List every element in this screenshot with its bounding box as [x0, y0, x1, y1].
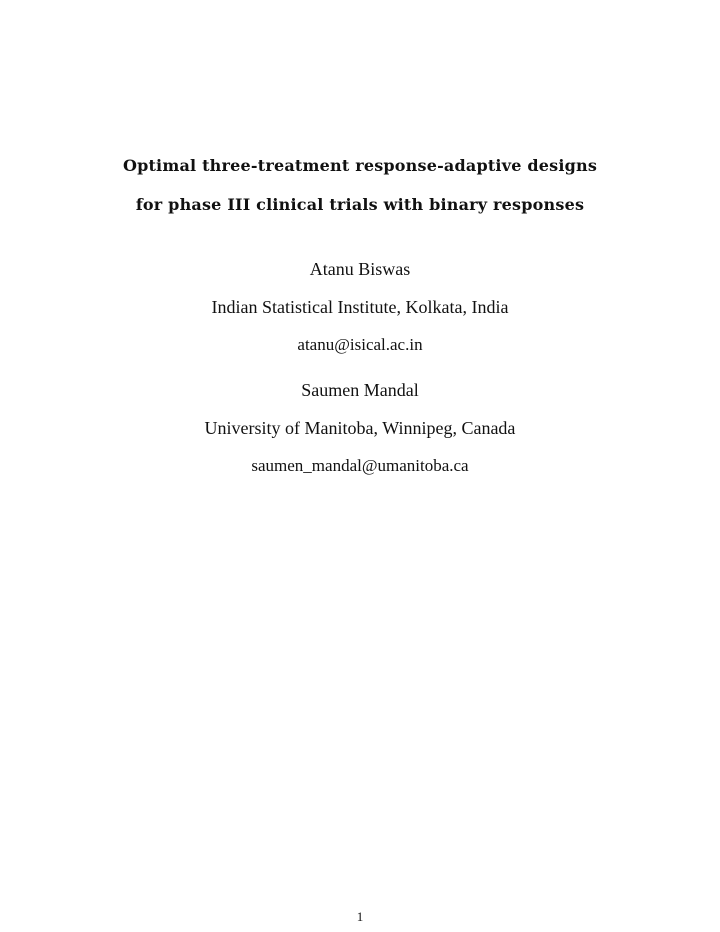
paper-title-line-2: for phase III clinical trials with binary responses: [135, 195, 585, 214]
author-2-email: saumen_mandal@umanitoba.ca: [251, 456, 469, 475]
author-2-name: Saumen Mandal: [301, 380, 419, 400]
page-number: 1: [356, 909, 364, 924]
paper-title-line-1: Optimal three-treatment response-adaptive designs: [122, 156, 598, 175]
author-1-affiliation: Indian Statistical Institute, Kolkata, India: [211, 297, 509, 317]
author-2-affiliation: University of Manitoba, Winnipeg, Canada: [204, 418, 516, 438]
author-1-name: Atanu Biswas: [309, 259, 411, 279]
author-1-email: atanu@isical.ac.in: [297, 335, 423, 354]
